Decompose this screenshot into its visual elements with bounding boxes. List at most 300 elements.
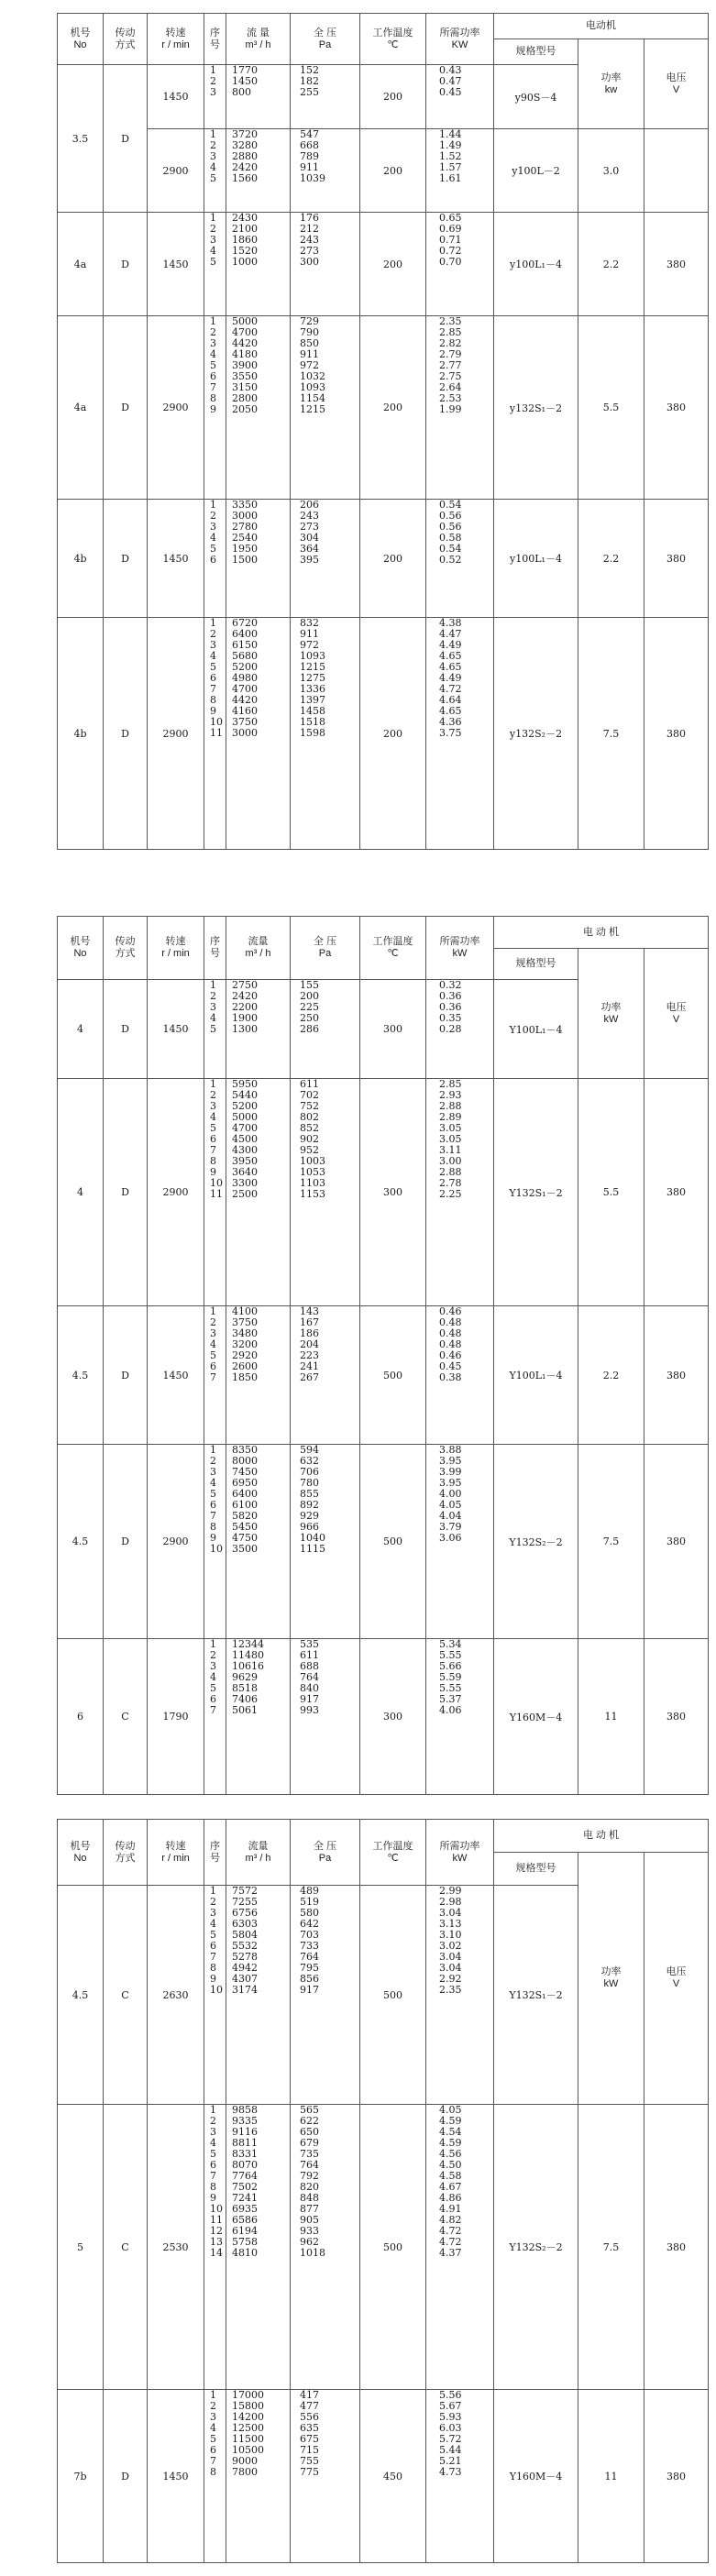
header-speed-line2: r / min (161, 948, 190, 959)
flow-list-value: 5061 (232, 1704, 258, 1716)
flow-list-value: 5278 (232, 1951, 258, 1963)
flow-list-value: 1860 (232, 234, 258, 246)
power-list-value: 4.56 (439, 2148, 462, 2160)
flow-list-value: 4942 (232, 1962, 258, 1974)
power-list (426, 213, 494, 316)
power-list-value: 0.58 (439, 532, 462, 544)
seq-list-value: 1 (210, 1444, 216, 1456)
flow-list-value: 5440 (232, 1089, 258, 1101)
power-list-value: 2.35 (439, 1984, 462, 1996)
work-temp: 200 (360, 213, 426, 316)
power-list-value: 0.32 (439, 979, 462, 991)
flow-list-value: 1300 (232, 1023, 258, 1035)
pressure-list-value: 848 (300, 2192, 319, 2204)
seq-list-value: 8 (210, 2181, 216, 2193)
flow-list (226, 1306, 291, 1445)
power-list-value: 4.65 (439, 661, 462, 673)
pressure-list (291, 1306, 360, 1445)
header-flow-line1: 流量 (248, 1840, 269, 1852)
pressure-list-value: 877 (300, 2203, 319, 2215)
flow-list-value: 4180 (232, 348, 258, 360)
fan-group-row (58, 1445, 709, 1639)
header-motor-power-line2: kw (604, 83, 618, 95)
pressure-list-value: 255 (300, 86, 319, 98)
flow-list-value: 6400 (232, 628, 258, 640)
power-list-value: 1.99 (439, 403, 462, 415)
power-list-value: 5.93 (439, 2411, 462, 2423)
seq-list-value: 2 (210, 139, 216, 151)
power-list-value: 2.88 (439, 1166, 462, 1178)
header-temp-line1: 工作温度 (372, 27, 413, 39)
header-power-line1: 所需功率 (439, 936, 480, 947)
flow-list-value: 1000 (232, 256, 258, 268)
pressure-list (291, 129, 360, 213)
power-list-value: 3.10 (439, 1929, 462, 1941)
flow-list-value: 3750 (232, 1316, 258, 1328)
pressure-list-value: 1518 (300, 716, 325, 728)
motor-power: 3.0 (578, 129, 644, 213)
seq-list (204, 65, 226, 129)
pressure-list-value: 917 (300, 1984, 319, 1996)
speed: 1450 (148, 1306, 204, 1445)
seq-list-value: 3 (210, 1100, 216, 1112)
pressure-list-value: 952 (300, 1144, 319, 1156)
header-motor-model: 规格型号 (494, 949, 578, 980)
power-list-value: 5.55 (439, 1649, 462, 1661)
pressure-list-value: 182 (300, 75, 319, 87)
power-list-value: 2.93 (439, 1089, 462, 1101)
seq-list-value: 7 (210, 1144, 216, 1156)
power-list-value: 0.48 (439, 1338, 462, 1350)
seq-list-value: 4 (210, 161, 216, 173)
power-list-value: 4.58 (439, 2170, 462, 2182)
seq-list-value: 10 (210, 1177, 223, 1189)
header-seq-line1: 序 (210, 27, 220, 39)
power-list-value: 0.72 (439, 245, 462, 257)
pressure-list-value: 840 (300, 1682, 319, 1694)
seq-list-value: 9 (210, 1166, 216, 1178)
seq-list-value: 8 (210, 694, 216, 706)
header-pressure (291, 1820, 360, 1886)
header-temp-line2: ℃ (387, 948, 399, 959)
voltage: 380 (644, 213, 709, 316)
pressure-list-value: 535 (300, 1638, 319, 1650)
seq-list-value: 1 (210, 64, 216, 76)
header-pressure (291, 917, 360, 980)
pressure-list (291, 213, 360, 316)
flow-list-value: 4750 (232, 1532, 258, 1544)
seq-list-value: 11 (210, 727, 223, 739)
seq-list (204, 1306, 226, 1445)
flow-list-value: 6720 (232, 617, 258, 629)
speed: 2900 (148, 316, 204, 500)
pressure-list-value: 580 (300, 1907, 319, 1919)
power-list-value: 4.37 (439, 2247, 462, 2259)
fan-group-row (58, 618, 709, 850)
work-temp: 300 (360, 1639, 426, 1795)
power-list-value: 2.75 (439, 370, 462, 382)
seq-list-value: 1 (210, 617, 216, 629)
power-list-value: 4.67 (439, 2181, 462, 2193)
flow-list (226, 980, 291, 1079)
flow-list (226, 1079, 291, 1306)
pressure-list-value: 167 (300, 1316, 319, 1328)
drive-mode: D (104, 1306, 148, 1445)
power-list-value: 0.48 (439, 1316, 462, 1328)
flow-list-value: 7450 (232, 1466, 258, 1478)
motor-power: 5.5 (578, 316, 644, 500)
seq-list-value: 2 (210, 75, 216, 87)
header-pressure-line1: 全 压 (313, 1840, 337, 1852)
machine-no: 4b (58, 500, 104, 618)
flow-list-value: 2500 (232, 1188, 258, 1200)
seq-list-value: 6 (210, 554, 216, 566)
pressure-list-value: 206 (300, 499, 319, 511)
pressure-list-value: 755 (300, 2455, 319, 2467)
header-temp-line2: ℃ (387, 39, 399, 50)
power-list (426, 980, 494, 1079)
seq-list-value: 5 (210, 1122, 216, 1134)
header-speed-line1: 转速 (165, 1840, 186, 1852)
flow-list-value: 4700 (232, 1122, 258, 1134)
flow-list (226, 213, 291, 316)
power-list-value: 0.46 (439, 1305, 462, 1317)
speed: 1450 (148, 213, 204, 316)
voltage: 380 (644, 1079, 709, 1306)
power-list-value: 0.70 (439, 256, 462, 268)
seq-list-value: 2 (210, 2115, 216, 2127)
pressure-list-value: 789 (300, 150, 319, 162)
header-pressure-line2: Pa (318, 948, 332, 959)
speed: 1790 (148, 1639, 204, 1795)
flow-list-value: 8518 (232, 1682, 258, 1694)
speed: 1450 (148, 2390, 204, 2563)
flow-list (226, 2390, 291, 2563)
power-list-value: 2.53 (439, 392, 462, 404)
motor-model: Y132S₂－2 (494, 2105, 578, 2390)
flow-list-value: 2420 (232, 990, 258, 1002)
pressure-list-value: 792 (300, 2170, 319, 2182)
header-seq-line1: 序 (210, 1840, 220, 1852)
flow-list-value: 8811 (232, 2137, 258, 2149)
flow-list-value: 1450 (232, 75, 258, 87)
flow-list (226, 129, 291, 213)
power-list-value: 4.38 (439, 617, 462, 629)
power-list-value: 0.28 (439, 1023, 462, 1035)
pressure-list (291, 618, 360, 850)
seq-list-value: 7 (210, 2455, 216, 2467)
power-list-value: 5.44 (439, 2444, 462, 2456)
flow-list-value: 5680 (232, 650, 258, 662)
flow-list-value: 8000 (232, 1455, 258, 1467)
machine-no: 4.5 (58, 1886, 104, 2105)
flow-list-value: 3000 (232, 727, 258, 739)
seq-list-value: 10 (210, 1984, 223, 1996)
flow-list-value: 4420 (232, 337, 258, 349)
header-drive-mode-line2: 方式 (115, 948, 136, 959)
seq-list-value: 11 (210, 2214, 223, 2226)
flow-list-value: 6950 (232, 1477, 258, 1489)
pressure-list-value: 775 (300, 2466, 319, 2478)
power-list-value: 0.45 (439, 1360, 462, 1372)
power-list-value: 4.47 (439, 628, 462, 640)
pressure-list-value: 565 (300, 2104, 319, 2116)
drive-mode: D (104, 316, 148, 500)
pressure-list-value: 993 (300, 1704, 319, 1716)
seq-list-value: 9 (210, 1532, 216, 1544)
seq-list (204, 316, 226, 500)
header-power (426, 1820, 494, 1886)
pressure-list-value: 1053 (300, 1166, 325, 1178)
flow-list-value: 3174 (232, 1984, 258, 1996)
seq-list-value: 6 (210, 370, 216, 382)
flow-list (226, 2105, 291, 2390)
header-motor-model: 规格型号 (494, 39, 578, 65)
power-list-value: 4.82 (439, 2214, 462, 2226)
work-temp: 500 (360, 2105, 426, 2390)
power-list-value: 2.79 (439, 348, 462, 360)
flow-list-value: 3500 (232, 1543, 258, 1555)
pressure-list-value: 780 (300, 1477, 319, 1489)
seq-list-value: 5 (210, 661, 216, 673)
power-list (426, 1079, 494, 1306)
header-speed (148, 917, 204, 980)
seq-list-value: 4 (210, 2422, 216, 2434)
fan-group-row (58, 1639, 709, 1795)
seq-list-value: 8 (210, 1155, 216, 1167)
drive-mode: D (104, 213, 148, 316)
header-speed (148, 14, 204, 65)
flow-list-value: 6303 (232, 1918, 258, 1930)
pressure-list-value: 856 (300, 1973, 319, 1985)
flow-list-value: 4700 (232, 683, 258, 695)
power-list-value: 5.67 (439, 2400, 462, 2412)
spec-table-2 (57, 916, 709, 1795)
pressure-list-value: 489 (300, 1885, 319, 1897)
header-machine-no (58, 1820, 104, 1886)
header-flow (226, 917, 291, 980)
pressure-list-value: 611 (300, 1649, 319, 1661)
flow-list-value: 11500 (232, 2433, 264, 2445)
flow-list-value: 6586 (232, 2214, 258, 2226)
work-temp: 300 (360, 980, 426, 1079)
seq-list-value: 3 (210, 150, 216, 162)
power-list-value: 3.79 (439, 1521, 462, 1533)
pressure-list (291, 1079, 360, 1306)
pressure-list-value: 764 (300, 1951, 319, 1963)
seq-list-value: 2 (210, 2400, 216, 2412)
drive-mode: D (104, 1445, 148, 1639)
seq-list-value: 7 (210, 1951, 216, 1963)
header-seq (204, 917, 226, 980)
seq-list-value: 1 (210, 1638, 216, 1650)
header-voltage-line2: V (672, 1013, 680, 1025)
pressure-list-value: 273 (300, 245, 319, 257)
seq-list-value: 5 (210, 256, 216, 268)
flow-list-value: 7572 (232, 1885, 258, 1897)
power-list-value: 3.04 (439, 1907, 462, 1919)
pressure-list-value: 632 (300, 1455, 319, 1467)
header-voltage (644, 949, 709, 1079)
flow-list-value: 3350 (232, 499, 258, 511)
seq-list-value: 1 (210, 1885, 216, 1897)
machine-no: 3.5 (58, 65, 104, 213)
seq-list-value: 8 (210, 392, 216, 404)
drive-mode: D (104, 2390, 148, 2563)
seq-list-value: 3 (210, 1001, 216, 1013)
power-list-value: 2.82 (439, 337, 462, 349)
flow-list-value: 9335 (232, 2115, 258, 2127)
flow-list (226, 316, 291, 500)
seq-list-value: 7 (210, 2170, 216, 2182)
header-motor-power-line2: kW (603, 1978, 619, 1989)
power-list-value: 4.72 (439, 683, 462, 695)
header-seq-line1: 序 (210, 936, 220, 947)
power-list-value: 4.50 (439, 2159, 462, 2171)
seq-list-value: 7 (210, 1704, 216, 1716)
power-list-value: 5.59 (439, 1671, 462, 1683)
seq-list-value: 6 (210, 1133, 216, 1145)
seq-list (204, 2390, 226, 2563)
flow-list-value: 4307 (232, 1973, 258, 1985)
pressure-list-value: 1115 (300, 1543, 325, 1555)
seq-list-value: 2 (210, 1455, 216, 1467)
voltage: 380 (644, 316, 709, 500)
flow-list-value: 10500 (232, 2444, 264, 2456)
flow-list-value: 2800 (232, 392, 258, 404)
seq-list-value: 4 (210, 650, 216, 662)
flow-list-value: 10616 (232, 1660, 264, 1672)
header-drive-mode-line1: 传动 (115, 936, 136, 947)
pressure-list-value: 243 (300, 510, 319, 522)
flow-list-value: 2200 (232, 1001, 258, 1013)
seq-list-value: 8 (210, 1962, 216, 1974)
power-list-value: 0.65 (439, 212, 462, 224)
header-flow-line2: m³ / h (245, 1852, 271, 1864)
seq-list-value: 6 (210, 1940, 216, 1952)
pressure-list-value: 802 (300, 1111, 319, 1123)
drive-mode: C (104, 2105, 148, 2390)
power-list-value: 2.98 (439, 1896, 462, 1908)
power-list-value: 2.77 (439, 359, 462, 371)
header-drive-mode (104, 917, 148, 980)
pressure-list-value: 1018 (300, 2247, 325, 2259)
seq-list-value: 4 (210, 348, 216, 360)
pressure-list-value: 200 (300, 990, 319, 1002)
power-list-value: 3.95 (439, 1477, 462, 1489)
seq-list-value: 1 (210, 128, 216, 140)
drive-mode: D (104, 618, 148, 850)
pressure-list-value: 702 (300, 1089, 319, 1101)
seq-list (204, 1445, 226, 1639)
power-list-value: 4.54 (439, 2126, 462, 2138)
speed: 2900 (148, 129, 204, 213)
seq-list-value: 6 (210, 1360, 216, 1372)
header-motor-power (578, 949, 644, 1079)
pressure-list (291, 316, 360, 500)
seq-list-value: 6 (210, 1693, 216, 1705)
pressure-list-value: 688 (300, 1660, 319, 1672)
machine-no: 4 (58, 980, 104, 1079)
power-list-value: 5.56 (439, 2389, 462, 2401)
flow-list-value: 5200 (232, 1100, 258, 1112)
flow-list-value: 5200 (232, 661, 258, 673)
flow-list (226, 65, 291, 129)
seq-list (204, 1639, 226, 1795)
seq-list-value: 1 (210, 315, 216, 327)
drive-mode: D (104, 65, 148, 213)
header-power-line2: kW (452, 948, 468, 959)
spec-table-3 (57, 1819, 709, 2563)
flow-list-value: 14200 (232, 2411, 264, 2423)
fan-group-row (58, 129, 709, 213)
power-list (426, 500, 494, 618)
seq-list-value: 6 (210, 2159, 216, 2171)
header-drive-mode-line2: 方式 (115, 1852, 136, 1864)
seq-list-value: 3 (210, 337, 216, 349)
seq-list-value: 2 (210, 326, 216, 338)
power-list-value: 3.13 (439, 1918, 462, 1930)
flow-list-value: 7502 (232, 2181, 258, 2193)
work-temp: 200 (360, 65, 426, 129)
motor-model: Y160M－4 (494, 2390, 578, 2563)
flow-list (226, 1445, 291, 1639)
power-list-value: 4.49 (439, 639, 462, 651)
seq-list-value: 2 (210, 510, 216, 522)
power-list-value: 6.03 (439, 2422, 462, 2434)
pressure-list-value: 917 (300, 1693, 319, 1705)
header-pressure-line1: 全 压 (313, 936, 337, 947)
seq-list-value: 2 (210, 1316, 216, 1328)
pressure-list-value: 300 (300, 256, 319, 268)
motor-model: y90S－4 (494, 65, 578, 129)
drive-mode: D (104, 1079, 148, 1306)
seq-list-value: 10 (210, 1543, 223, 1555)
header-voltage-line1: 电压 (666, 72, 687, 83)
motor-power: 2.2 (578, 500, 644, 618)
power-list-value: 2.78 (439, 1177, 462, 1189)
speed: 2530 (148, 2105, 204, 2390)
seq-list-value: 5 (210, 1488, 216, 1500)
seq-list-value: 4 (210, 245, 216, 257)
voltage: 380 (644, 1445, 709, 1639)
power-list-value: 2.85 (439, 326, 462, 338)
header-flow (226, 14, 291, 65)
pressure-list-value: 243 (300, 234, 319, 246)
header-motor-power-line1: 功率 (600, 72, 622, 83)
flow-list-value: 6100 (232, 1499, 258, 1511)
seq-list-value: 4 (210, 2137, 216, 2149)
pressure-list-value: 642 (300, 1918, 319, 1930)
header-motor: 电动机 (494, 14, 709, 39)
header-motor-power-line1: 功率 (600, 1966, 622, 1977)
seq-list-value: 3 (210, 1466, 216, 1478)
motor-model: Y132S₂－2 (494, 1445, 578, 1639)
speed: 1450 (148, 65, 204, 129)
pressure-list-value: 911 (300, 628, 319, 640)
seq-list-value: 3 (210, 1327, 216, 1339)
header-pressure (291, 14, 360, 65)
flow-list-value: 800 (232, 86, 251, 98)
pressure-list-value: 155 (300, 979, 319, 991)
pressure-list-value: 764 (300, 2159, 319, 2171)
seq-list-value: 2 (210, 223, 216, 235)
seq-list-value: 9 (210, 403, 216, 415)
seq-list-value: 2 (210, 628, 216, 640)
flow-list-value: 5950 (232, 1078, 258, 1090)
pressure-list-value: 795 (300, 1962, 319, 1974)
header-voltage-line1: 电压 (666, 1001, 687, 1013)
